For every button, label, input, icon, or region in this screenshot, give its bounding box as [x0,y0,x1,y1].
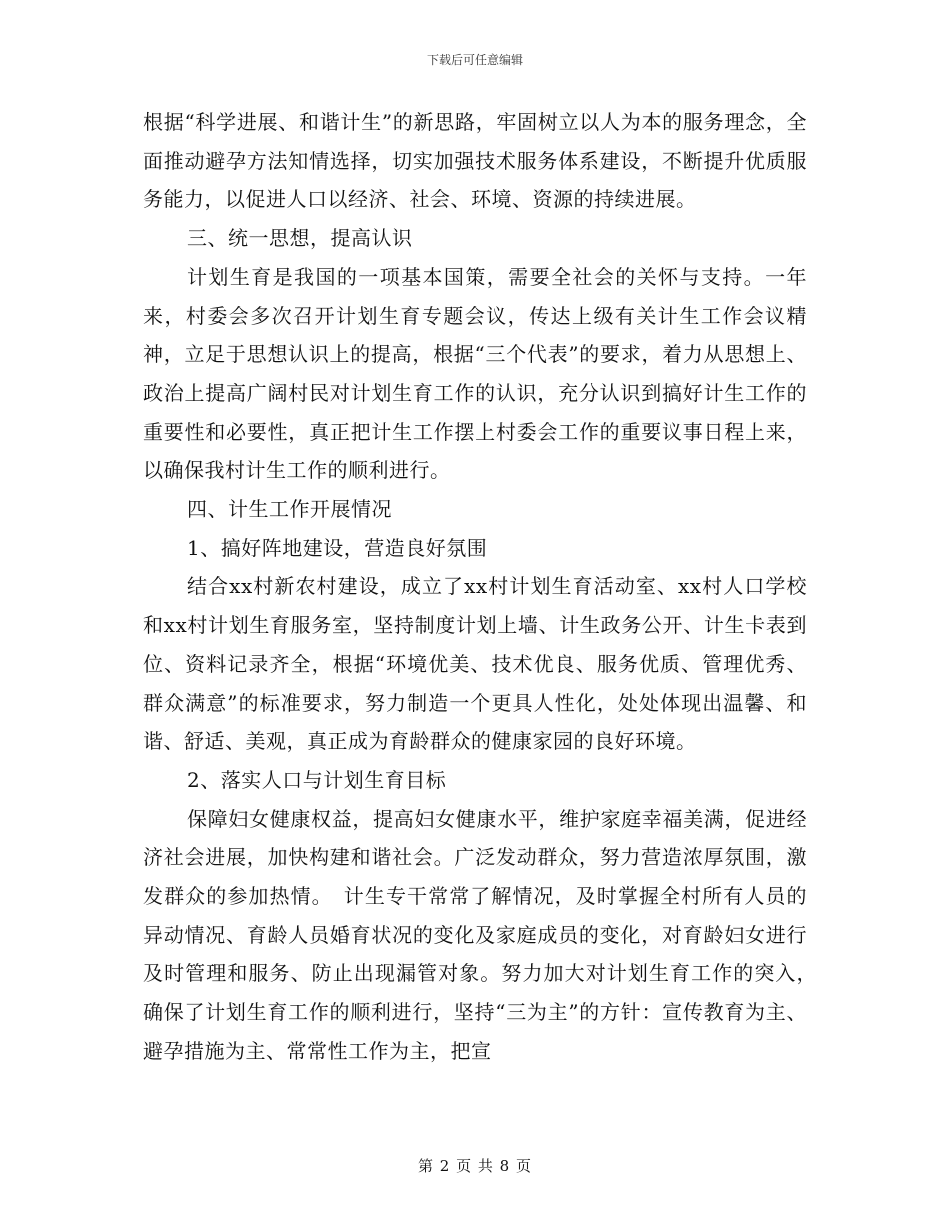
paragraph: 计划生育是我国的一项基本国策，需要全社会的关怀与支持。一年来，村委会多次召开计划生育专题会议，传达上级有关计生工作会议精神，立足于思想认识上的提高，根据“三个代表”的要求，着力从思想上、政治上提高广阔村民对计划生育工作的认识，充分认识到搞好计生工作的重要性和必要性，真正把计生工作摆上村委会工作的重要议事日程上来，以确保我村计生工作的顺利进行。 [143,264,807,483]
subsection-heading-1: 1、搞好阵地建设，营造良好氛围 [187,535,488,560]
paragraph: 结合xx村新农村建设，成立了xx村计划生育活动室、xx村人口学校和xx村计划生育服务室，坚持制度计划上墙、计生政务公开、计生卡表到位、资料记录齐全，根据“环境优美、技术优良、服务优质、管理优秀、群众满意”的标准要求，努力制造一个更具人性化，处处体现出温馨、和谐、舒适、美观，真正成为育龄群众的健康家园的良好环境。 [143,574,807,754]
paragraph: 保障妇女健康权益，提高妇女健康水平，维护家庭幸福美满，促进经济社会进展，加快构建和谐社会。广泛发动群众，努力营造浓厚氛围，激发群众的参加热情。 计生专干常常了解情况，及时掌握全村所有人员的异动情况、育龄人员婚育状况的变化及家庭成员的变化，对育龄妇女进行及时管理和服务、防止出现漏管对象。努力加大对计划生育工作的突入， 确保了计划生育工作的顺利进行，坚持“三为主”的方针：宣传教育为主、避孕措施为主、常常性工作为主，把宣 [143,806,828,1063]
section-heading-4: 四、计生工作开展情况 [187,497,392,522]
page-number: 第 2 页 共 8 页 [418,1157,532,1175]
page-header: 下载后可任意编辑 [426,53,523,67]
subsection-heading-2: 2、落实人口与计划生育目标 [187,767,447,792]
section-heading-3: 三、统一思想，提高认识 [187,226,413,251]
paragraph-continuation: 根据“科学进展、和谐计生”的新思路，牢固树立以人为本的服务理念，全面推动避孕方法知情选择，切实加强技术服务体系建设，不断提升优质服务能力，以促进人口以经济、社会、环境、资源的持续进展。 [143,110,807,212]
document-body [143,103,828,1071]
